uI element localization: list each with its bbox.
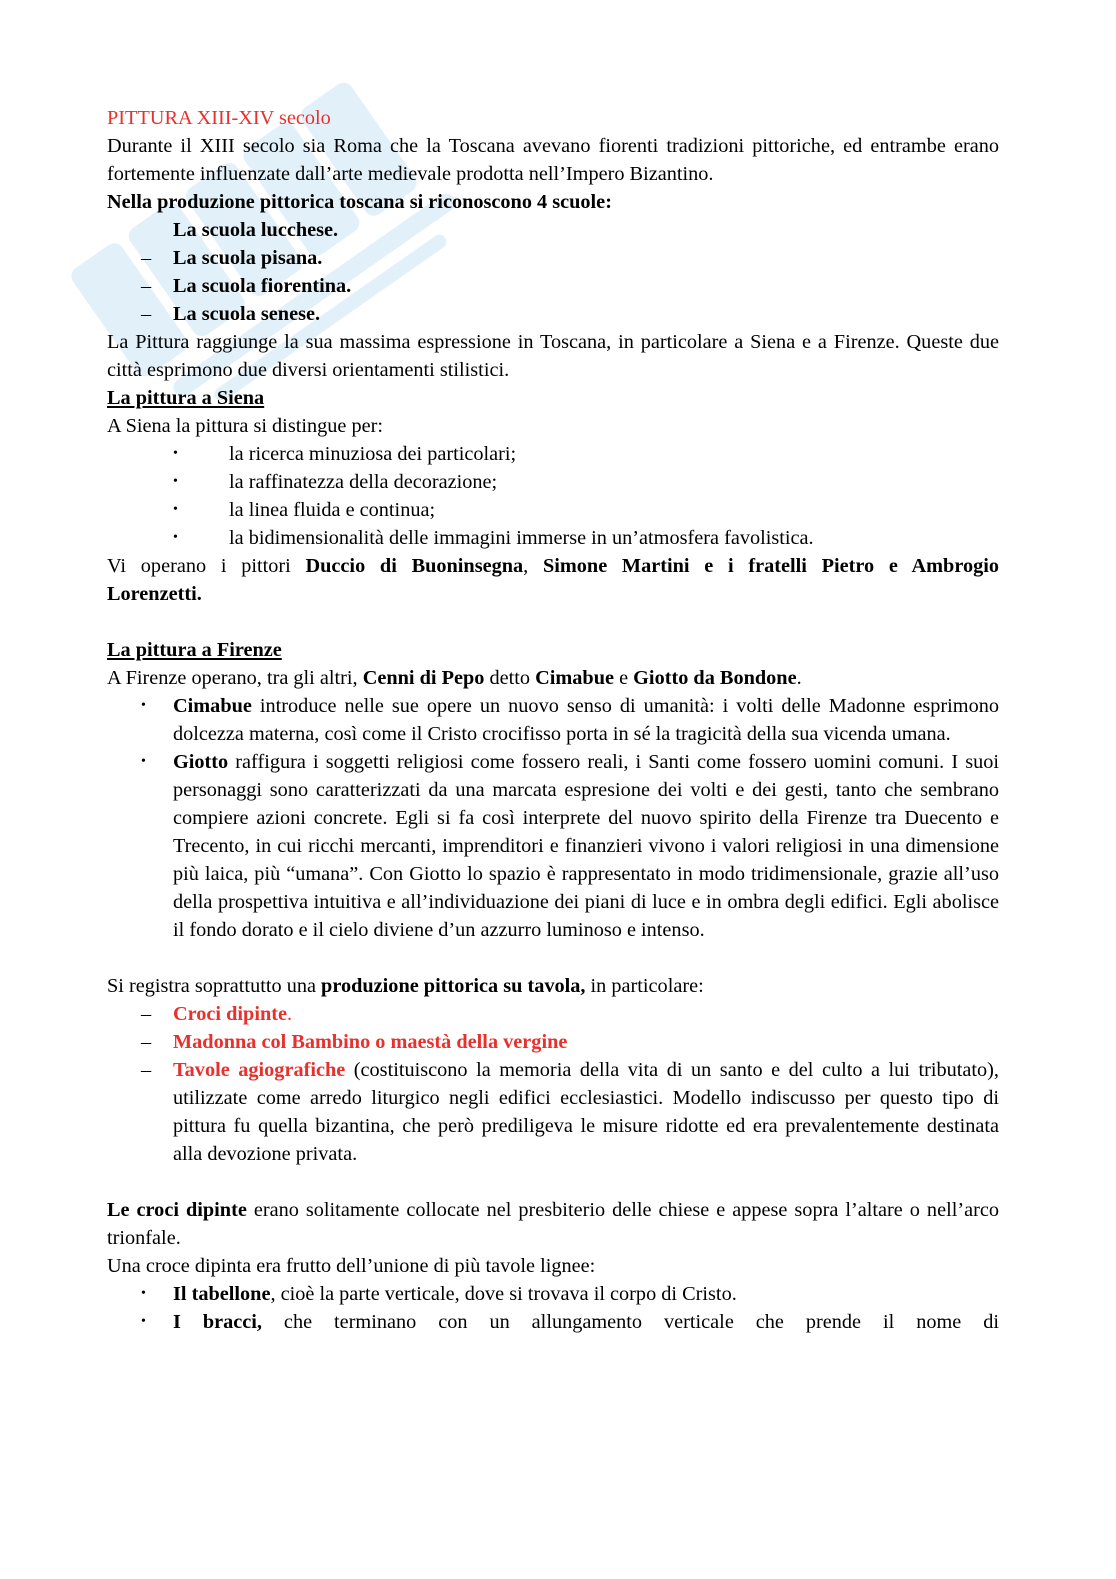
toscana-paragraph: La Pittura raggiunge la sua massima espressione in Toscana, in particolare a Siena e a Firenze. Queste due città esprimono due diversi orientamenti stilistici. — [107, 331, 999, 381]
document-page — [107, 104, 999, 1336]
firenze-lead: A Firenze operano, tra gli altri, Cenni di Pepo detto Cimabue e Giotto da Bondone. — [107, 667, 802, 689]
list-item: • Cimabue introduce nelle sue opere un nuovo senso di umanità: i volti delle Madonne esprimono dolcezza materna, così come il Cristo crocifisso porta in sé la tragicità della sua vicenda umana. — [141, 695, 999, 745]
schools-heading: Nella produzione pittorica toscana si riconoscono 4 scuole: — [107, 191, 612, 213]
tavola-list — [107, 1000, 999, 1168]
list-item: – Madonna col Bambino o maestà della vergine — [141, 1031, 568, 1053]
list-item: – La scuola senese. — [141, 303, 321, 325]
siena-heading: La pittura a Siena — [107, 387, 265, 409]
list-item: • la raffinatezza della decorazione; — [173, 471, 498, 493]
croci-paragraph: Le croci dipinte erano solitamente collocate nel presbiterio delle chiese e appese sopra l’altare o nell’arco trionfale. — [107, 1199, 999, 1249]
list-item: • la bidimensionalità delle immagini immerse in un’atmosfera favolistica. — [173, 527, 814, 549]
intro-paragraph: Durante il XIII secolo sia Roma che la Toscana avevano fiorenti tradizioni pittoriche, ed entrambe erano fortemente influenzate dall’arte medievale prodotta nell’Impero Bizantino. — [107, 135, 999, 185]
list-item: La scuola lucchese. — [173, 219, 339, 241]
list-item: • Giotto raffigura i soggetti religiosi come fossero reali, i Santi come fossero uomini comuni. I suoi personaggi sono caratterizzati da una marcata espresione dei volti e dei gesti, tanto che sembrano compiere azioni concrete. Egli si fa così interprete del nuovo spirito della Firenze tra Duecento e Trecento, in cui ricchi mercanti, imprenditori e finanzieri vivono i valori religiosi in una dimensione più laica, più “umana”. Con Giotto lo spazio è rappresentato in modo tridimensionale, grazie all’uso della prospettiva intuitiva e all’individuazione dei piani di luce e in ombra degli edifici. Egli abolisce il fondo dorato e il cielo diviene d’un azzurro luminoso e intenso. — [141, 751, 999, 941]
list-item: • la ricerca minuziosa dei particolari; — [173, 443, 517, 465]
tavola-lead: Si registra soprattutto una produzione pittorica su tavola, in particolare: — [107, 975, 704, 997]
list-item: • la linea fluida e continua; — [173, 499, 436, 521]
schools-list — [107, 216, 999, 328]
list-item: – Tavole agiografiche (costituiscono la memoria della vita di un santo e del culto a lui tributato), utilizzate come arredo liturgico negli edifici ecclesiastici. Modello indiscusso per questo tipo di pittura fu quella bizantina, che però prediligeva le misure ridotte ed era prevalentemente destinata alla devozione privata. — [141, 1059, 1000, 1165]
firenze-list — [107, 692, 999, 944]
list-item: – La scuola pisana. — [141, 247, 323, 269]
page-title: PITTURA XIII-XIV secolo — [107, 107, 331, 129]
list-item: • I bracci, che terminano con un allungamento verticale che prende il nome di — [141, 1311, 1000, 1333]
siena-list — [107, 440, 999, 552]
siena-lead: A Siena la pittura si distingue per: — [107, 415, 384, 437]
croci-lead: Una croce dipinta era frutto dell’unione di più tavole lignee: — [107, 1255, 596, 1277]
siena-painters: Vi operano i pittori Duccio di Buoninsegna, Simone Martini e i fratelli Pietro e Ambrogio Lorenzetti. — [107, 555, 1000, 605]
list-item: – Croci dipinte. — [141, 1003, 293, 1025]
firenze-heading: La pittura a Firenze — [107, 639, 282, 661]
croci-list — [107, 1280, 999, 1336]
list-item: – La scuola fiorentina. — [141, 275, 352, 297]
list-item: • Il tabellone, cioè la parte verticale, dove si trovava il corpo di Cristo. — [141, 1283, 737, 1305]
